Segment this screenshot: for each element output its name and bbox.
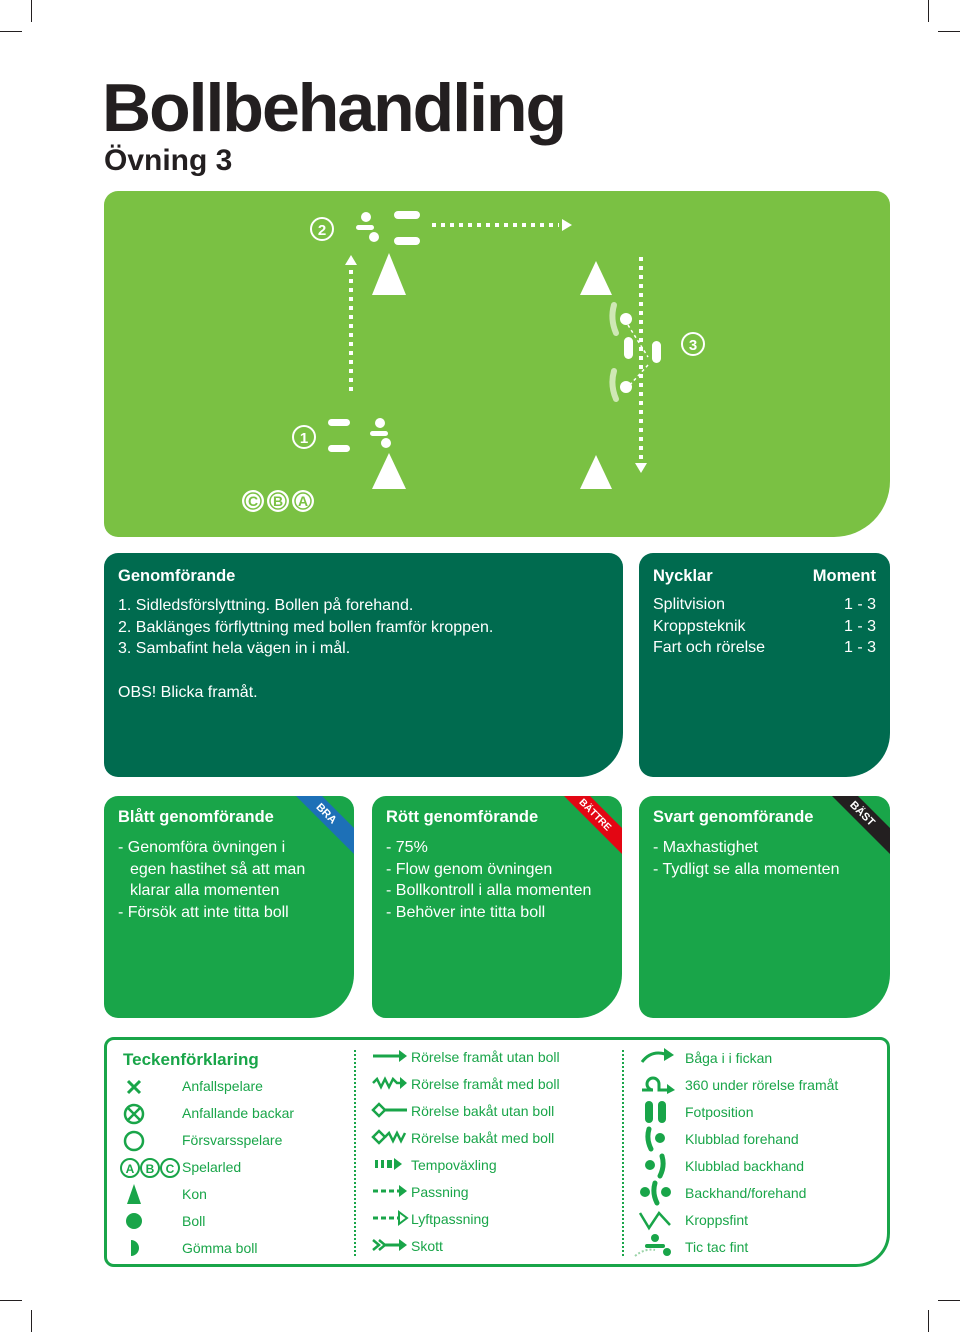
- player-queue: [242, 490, 314, 512]
- legend-label: Rörelse bakåt med boll: [411, 1130, 555, 1146]
- crop-mark: [0, 31, 22, 32]
- skater-icon: [328, 418, 391, 452]
- level-item: egen hastihet så att man: [130, 860, 306, 878]
- legend-label: 360 under rörelse framåt: [685, 1077, 839, 1093]
- cone-icon: [580, 261, 612, 295]
- samba-feint-icon: [612, 305, 661, 399]
- level-item: - Behöver inte titta boll: [386, 903, 546, 921]
- legend-label: Gömma boll: [182, 1240, 258, 1256]
- crop-mark: [928, 0, 929, 22]
- marker-2: [311, 218, 333, 240]
- legend-label: Rörelse framåt med boll: [411, 1076, 560, 1092]
- legend: [104, 1037, 890, 1267]
- keys-row-value: 1 - 3: [843, 596, 876, 613]
- legend-label: Backhand/forehand: [685, 1185, 807, 1201]
- cone-icon: [372, 453, 406, 489]
- execution-steps: [118, 595, 493, 660]
- svg-text:C: C: [247, 493, 259, 509]
- keys-row: [653, 594, 876, 616]
- keys-panel: [639, 553, 890, 777]
- drill-diagram: [104, 191, 890, 537]
- arrow-icon: [371, 1047, 409, 1065]
- keys-row-label: Kroppsteknik: [653, 617, 746, 635]
- backhand-icon: [641, 1153, 671, 1179]
- level-item: - Bollkontroll i alla momenten: [386, 882, 592, 899]
- legend-label: Boll: [182, 1213, 206, 1229]
- keys-row: [653, 616, 876, 638]
- level-item: - 75%: [386, 839, 428, 856]
- skater-icon: [356, 211, 420, 245]
- curve-arrow-icon: [639, 1046, 677, 1066]
- cone-icon: [372, 253, 406, 295]
- level-item: klarar alla momenten: [130, 882, 280, 899]
- keys-heading: Nycklar: [653, 567, 713, 585]
- pass-arrow: [432, 219, 572, 231]
- crop-mark: [938, 31, 960, 32]
- legend-label: Passning: [411, 1184, 469, 1200]
- keys-row-value: 1 - 3: [843, 617, 876, 635]
- drill-diagram-svg: [104, 191, 890, 537]
- legend-label: Skott: [411, 1238, 443, 1254]
- circle-icon: [122, 1129, 146, 1153]
- red-level-list: [386, 837, 591, 923]
- svg-text:BÄTTRE: BÄTTRE: [576, 797, 613, 834]
- legend-label: Rörelse bakåt utan boll: [411, 1103, 555, 1119]
- black-level-heading: Svart genomförande: [653, 808, 814, 826]
- dashed-arrow-icon: [371, 1182, 409, 1200]
- page-subtitle: Övning 3: [104, 144, 233, 177]
- black-level-panel: [639, 796, 890, 1018]
- bast-badge: [832, 796, 890, 854]
- execution-heading: Genomförande: [118, 567, 236, 585]
- legend-label: Kroppsfint: [685, 1212, 749, 1228]
- keys-rows: [653, 594, 876, 659]
- move-arrow-down: [635, 257, 647, 473]
- execution-panel: [104, 553, 623, 777]
- shot-icon: [371, 1236, 409, 1254]
- crop-mark: [31, 1310, 32, 1332]
- svg-text:2: 2: [317, 222, 327, 239]
- crop-mark: [31, 0, 32, 22]
- lift-pass-icon: [371, 1209, 409, 1227]
- blue-level-list: [118, 837, 305, 923]
- execution-step: 3. Sambafint hela vägen in i mål.: [118, 640, 351, 657]
- level-item: - Försök att inte titta boll: [118, 903, 289, 921]
- back-forehand-icon: [637, 1180, 673, 1206]
- svg-text:B: B: [145, 1162, 155, 1176]
- keys-row-label: Fart och rörelse: [653, 639, 766, 656]
- svg-text:B: B: [272, 493, 284, 509]
- legend-label: Spelarled: [182, 1159, 242, 1175]
- red-level-panel: [372, 796, 622, 1018]
- legend-label: Klubblad backhand: [685, 1158, 805, 1174]
- feet-icon: [641, 1099, 671, 1125]
- legend-label: Rörelse framåt utan boll: [411, 1049, 560, 1065]
- back-arrow-icon: [371, 1101, 409, 1119]
- loop-arrow-icon: [639, 1070, 677, 1094]
- svg-text:BRA: BRA: [313, 801, 339, 827]
- crop-mark: [0, 1300, 22, 1301]
- level-item: - Maxhastighet: [653, 839, 758, 856]
- legend-label: Båga i i fickan: [685, 1050, 773, 1066]
- legend-label: Fotposition: [685, 1104, 754, 1120]
- svg-text:3: 3: [688, 337, 698, 354]
- execution-step: 1. Sidledsförslyttning. Bollen på forehand.: [118, 597, 414, 614]
- black-level-list: [653, 837, 839, 880]
- legend-label: Anfallspelare: [182, 1078, 263, 1094]
- marker-1: [293, 426, 315, 448]
- svg-text:A: A: [125, 1162, 135, 1176]
- level-item: - Genomföra övningen i: [118, 839, 286, 856]
- marker-3: [682, 333, 704, 355]
- level-item: - Flow genom övningen: [386, 860, 553, 878]
- ball-icon: [123, 1210, 145, 1232]
- keys-row-label: Splitvision: [653, 596, 726, 613]
- cone-icon: [123, 1182, 145, 1206]
- red-level-heading: Rött genomförande: [386, 808, 539, 826]
- svg-text:1: 1: [299, 430, 309, 447]
- legend-label: Försvarsspelare: [182, 1132, 283, 1148]
- legend-label: Tempoväxling: [411, 1157, 497, 1173]
- forehand-icon: [641, 1126, 671, 1152]
- tic-tac-icon: [631, 1232, 681, 1260]
- svg-text:C: C: [165, 1162, 175, 1176]
- legend-heading: Teckenförklaring: [123, 1050, 259, 1069]
- crop-mark: [938, 1300, 960, 1301]
- cone-icon: [580, 455, 612, 489]
- body-feint-icon: [637, 1207, 673, 1233]
- legend-label: Anfallande backar: [182, 1105, 295, 1121]
- legend-label: Tic tac fint: [685, 1239, 749, 1255]
- legend-label: Klubblad forehand: [685, 1131, 799, 1147]
- back-wavy-arrow-icon: [371, 1128, 409, 1146]
- legend-separator: [354, 1050, 356, 1256]
- level-item: - Tydligt se alla momenten: [653, 860, 840, 878]
- execution-step: 2. Baklänges förflyttning med bollen framför kroppen.: [118, 618, 494, 636]
- wavy-arrow-icon: [371, 1074, 409, 1092]
- svg-text:BÄST: BÄST: [847, 799, 877, 829]
- moment-heading: Moment: [812, 567, 876, 585]
- cross-icon: [123, 1076, 145, 1098]
- execution-note: OBS! Blicka framåt.: [118, 684, 258, 701]
- half-ball-icon: [123, 1237, 145, 1259]
- legend-label: Lyftpassning: [411, 1211, 490, 1227]
- legend-label: Kon: [182, 1186, 207, 1202]
- keys-row: [653, 637, 876, 659]
- blue-level-panel: [104, 796, 354, 1018]
- circle-cross-icon: [122, 1102, 146, 1126]
- page-title: Bollbehandling: [102, 70, 566, 146]
- tempo-icon: [373, 1155, 409, 1173]
- svg-text:A: A: [297, 493, 309, 509]
- abc-icon: [119, 1156, 181, 1180]
- legend-separator: [622, 1050, 624, 1256]
- move-arrow-up: [345, 255, 357, 391]
- blue-level-heading: Blått genomförande: [118, 808, 274, 826]
- keys-row-value: 1 - 3: [843, 639, 876, 656]
- crop-mark: [928, 1310, 929, 1332]
